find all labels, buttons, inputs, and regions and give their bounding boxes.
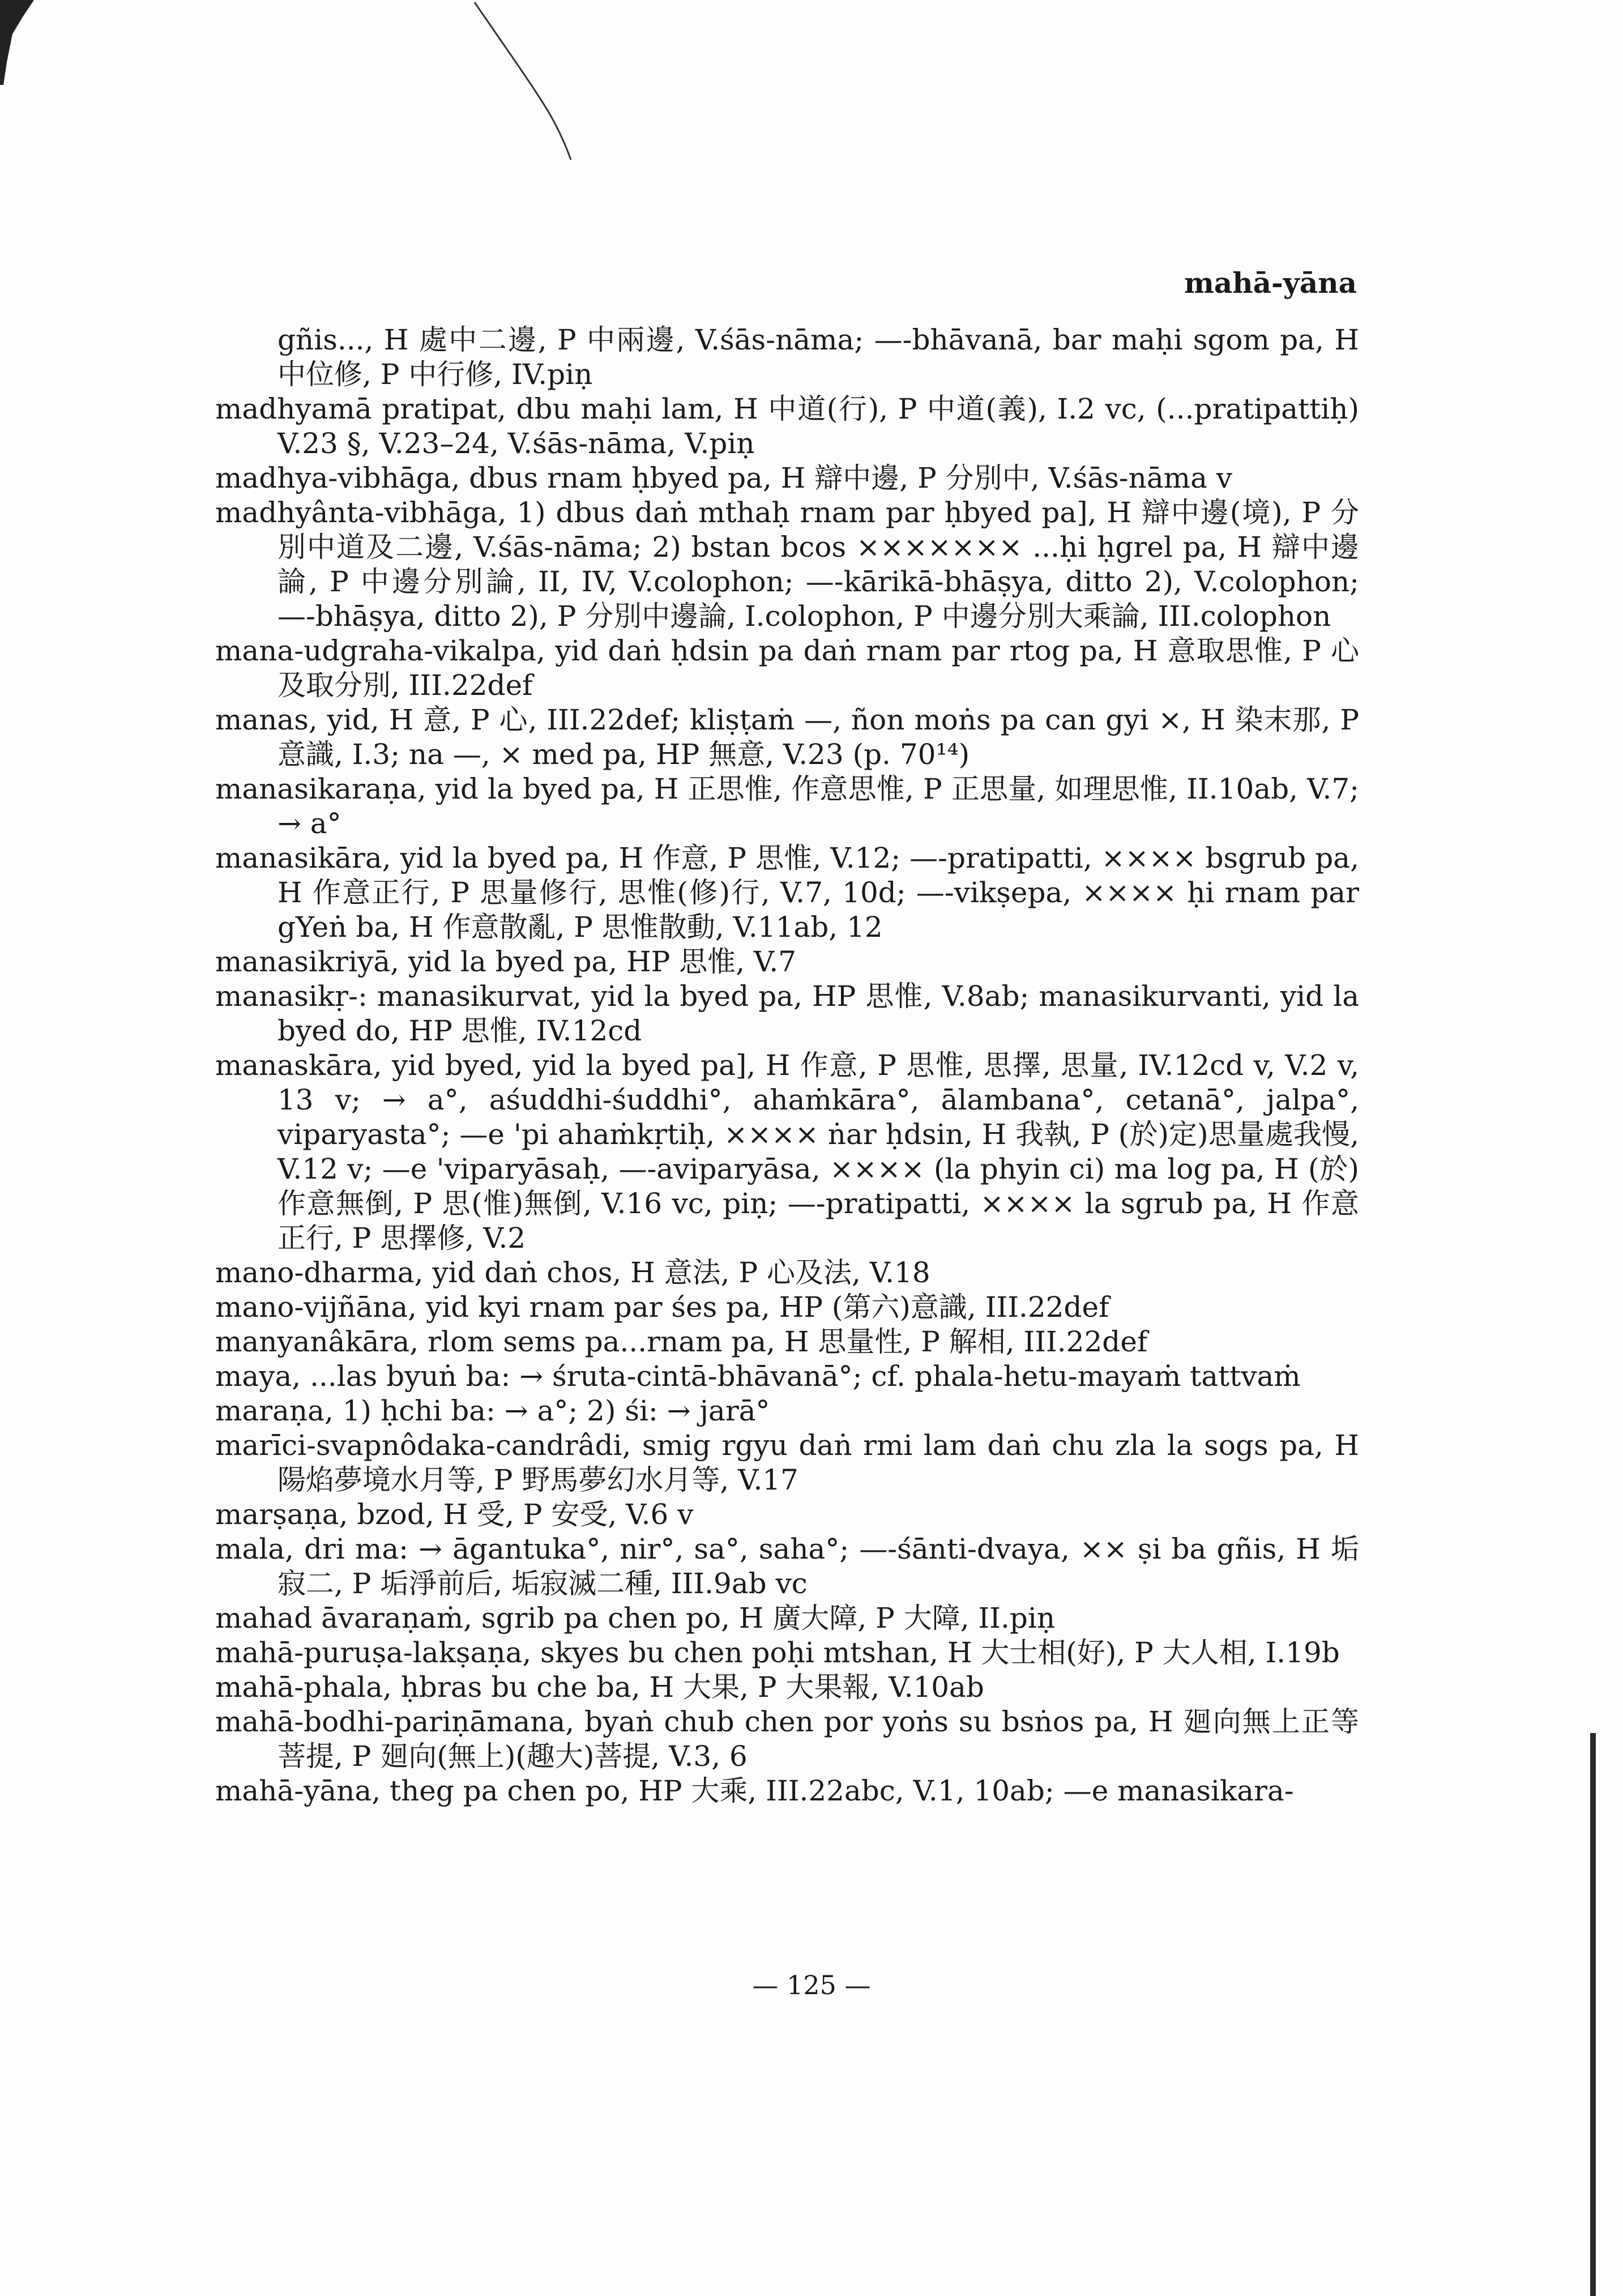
- entry: mala, dri ma: → āgantuka°, nir°, sa°, saha°; —-śānti-dvaya, ×× ṣi ba gñis, H 垢寂二, P 垢淨前后, 垢寂滅二種, III.9ab vc: [215, 1533, 1359, 1600]
- entry: manyanâkāra, rlom sems pa...rnam pa, H 思量性, P 解相, III.22def: [215, 1325, 1148, 1358]
- entry: manasikaraṇa, yid la byed pa, H 正思惟, 作意思惟, P 正思量, 如理思惟, II.10ab, V.7; → a°: [215, 773, 1359, 840]
- entry: mahad āvaraṇaṁ, sgrib pa chen po, H 廣大障, P 大障, II.piṇ: [215, 1602, 1056, 1634]
- entry: maraṇa, 1) ḥchi ba: → a°; 2) śi: → jarā°: [215, 1394, 770, 1427]
- entry: manasikāra, yid la byed pa, H 作意, P 思惟, V.12; —-pratipatti, ×××× bsgrub pa, H 作意正行, P 思量修行, 思惟(修)行, V.7, 10d; —-vikṣepa, ×××× ḥi rnam par gYeṅ ba, H 作意散亂, P 思惟散動, V.11ab, 12: [215, 842, 1359, 944]
- running-header: mahā-yāna: [1184, 266, 1357, 300]
- entry: mahā-phala, ḥbras bu che ba, H 大果, P 大果報, V.10ab: [215, 1671, 984, 1704]
- scan-pen-stroke: [470, 0, 595, 164]
- entry: maya, ...las byuṅ ba: → śruta-cintā-bhāvanā°; cf. phala-hetu-mayaṁ tattvaṁ: [215, 1360, 1301, 1393]
- scan-corner-mark: [0, 0, 40, 85]
- entry: mahā-puruṣa-lakṣaṇa, skyes bu chen poḥi mtshan, H 大士相(好), P 大人相, I.19b: [215, 1636, 1340, 1669]
- entry: mano-dharma, yid daṅ chos, H 意法, P 心及法, V.18: [215, 1256, 930, 1289]
- entry: manasikriyā, yid la byed pa, HP 思惟, V.7: [215, 945, 797, 978]
- entry: gñis..., H 處中二邊, P 中兩邊, V.śās-nāma; —-bhāvanā, bar maḥi sgom pa, H 中位修, P 中行修, IV.piṇ: [277, 323, 1359, 391]
- scan-edge-bar: [1590, 1733, 1596, 2296]
- entry: madhya-vibhāga, dbus rnam ḥbyed pa, H 辯中邊, P 分別中, V.śās-nāma v: [215, 462, 1233, 494]
- entry: marṣaṇa, bzod, H 受, P 安受, V.6 v: [215, 1498, 694, 1531]
- entry: madhyânta-vibhāga, 1) dbus daṅ mthaḥ rnam par ḥbyed pa], H 辯中邊(境), P 分別中道及二邊, V.śās-nāma; 2) bstan bcos ××××××× ...ḥi ḥgrel pa, H 辯中邊論, P 中邊分別論, II, IV, V.colophon; —-kārikā-bhāṣya, ditto 2), V.colophon; —-bhāṣya, ditto 2), P 分別中邊論, I.colophon, P 中邊分別大乘論, III.colophon: [215, 496, 1359, 633]
- entry-list: [215, 323, 1359, 1808]
- page-number: — 125 —: [752, 1970, 871, 2000]
- entry: marīci-svapnôdaka-candrâdi, smig rgyu daṅ rmi lam daṅ chu zla la sogs pa, H 陽焰夢境水月等, P 野馬夢幻水月等, V.17: [215, 1429, 1359, 1496]
- entry: manasikṛ-: manasikurvat, yid la byed pa, HP 思惟, V.8ab; manasikurvanti, yid la byed do, HP 思惟, IV.12cd: [215, 980, 1359, 1047]
- entry: madhyamā pratipat, dbu maḥi lam, H 中道(行), P 中道(義), I.2 vc, (...pratipattiḥ) V.23 §, V.23–24, V.śās-nāma, V.piṇ: [215, 392, 1359, 460]
- entry: manaskāra, yid byed, yid la byed pa], H 作意, P 思惟, 思擇, 思量, IV.12cd v, V.2 v, 13 v; → a°, aśuddhi-śuddhi°, ahaṁkāra°, ālambana°, cetanā°, jalpa°, viparyasta°; —e 'pi ahaṁkṛtiḥ, ×××× ṅar ḥdsin, H 我執, P (於)定)思量處我慢, V.12 v; —e 'viparyāsaḥ, —-aviparyāsa, ×××× (la phyin ci) ma log pa, H (於)作意無倒, P 思(惟)無倒, V.16 vc, piṇ; —-pratipatti, ×××× la sgrub pa, H 作意正行, P 思擇修, V.2: [215, 1049, 1359, 1254]
- entry: mahā-yāna, theg pa chen po, HP 大乘, III.22abc, V.1, 10ab; —e manasikara-: [215, 1774, 1294, 1807]
- entry: mano-vijñāna, yid kyi rnam par śes pa, HP (第六)意識, III.22def: [215, 1291, 1109, 1324]
- entry: mahā-bodhi-pariṇāmana, byaṅ chub chen por yoṅs su bsṅos pa, H 廻向無上正等菩提, P 廻向(無上)(趣大)菩提, V.3, 6: [215, 1705, 1359, 1773]
- entry: manas, yid, H 意, P 心, III.22def; kliṣṭaṁ —, ñon moṅs pa can gyi ×, H 染末那, P 意識, I.3; na —, × med pa, HP 無意, V.23 (p. 70¹⁴): [215, 703, 1359, 771]
- entry: mana-udgraha-vikalpa, yid daṅ ḥdsin pa daṅ rnam par rtog pa, H 意取思惟, P 心及取分別, III.22def: [215, 634, 1359, 702]
